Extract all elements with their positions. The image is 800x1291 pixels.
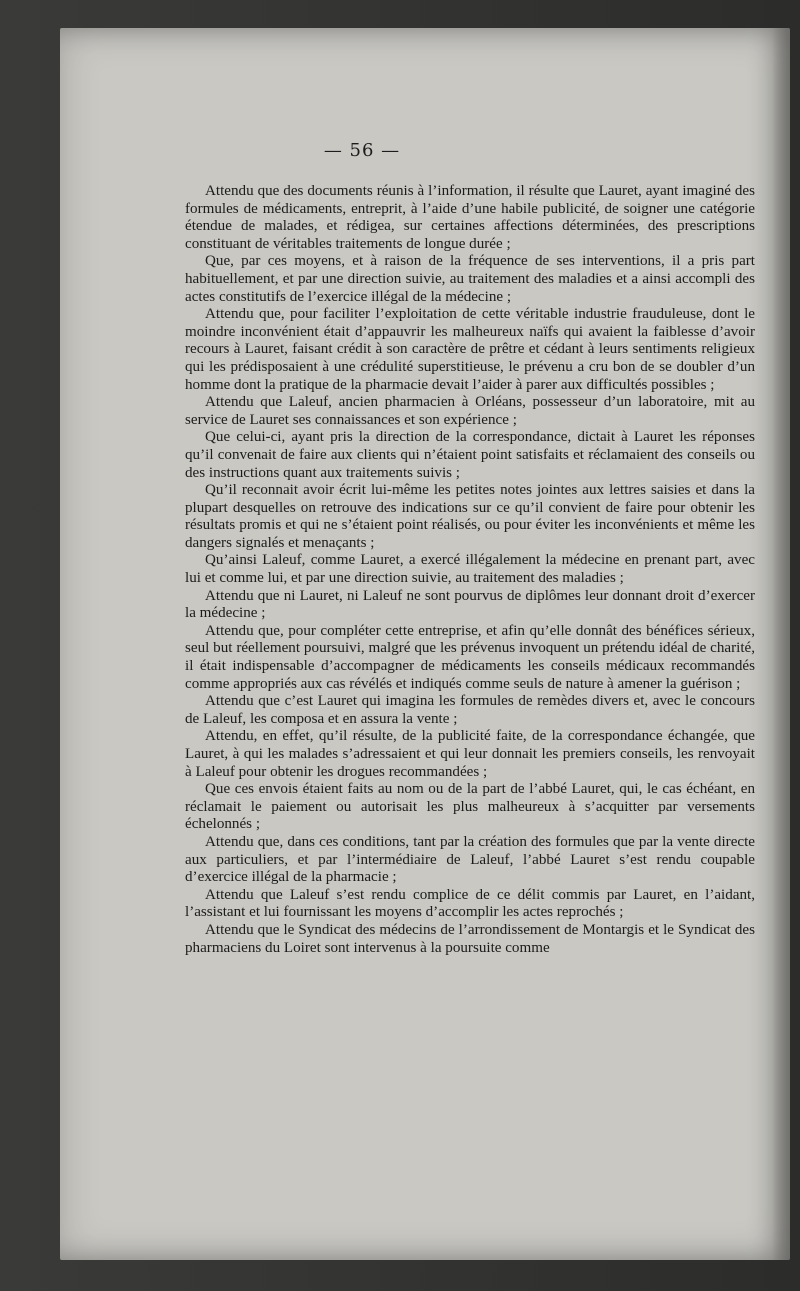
paragraph: Que, par ces moyens, et à raison de la fréquence de ses interventions, il a pris part habituellement, et par une direction suivie, au traitement des maladies et a ainsi accompli des actes constitutifs de l’exercice illégal de la médecine ; xyxy=(185,253,755,305)
paragraph: Attendu que, pour faciliter l’exploitation de cette véritable industrie frauduleuse, dont le moindre inconvénient était d’appauvrir les malheureux naïfs qui avaient la faiblesse d’avoir recours à Lauret, faisant crédit à son caractère de prêtre et cédant à leurs sentiments religieux qui les prédisposaient à une crédulité superstitieuse, le prévenu a cru bon de se doubler d’un homme dont la pratique de la pharmacie devait l’aider à parer aux difficultés possibles ; xyxy=(185,306,755,393)
paragraph: Qu’ainsi Laleuf, comme Lauret, a exercé illégalement la médecine en prenant part, avec lui et comme lui, et par une direction suivie, au traitement des maladies ; xyxy=(185,552,755,587)
page-edge-shadow xyxy=(772,28,790,1260)
paragraph: Attendu que Laleuf, ancien pharmacien à Orléans, possesseur d’un laboratoire, mit au service de Lauret ses connaissances et son expérience ; xyxy=(185,394,755,428)
page-number: — 56 — xyxy=(323,140,401,161)
body-text xyxy=(185,183,755,957)
paragraph: Qu’il reconnait avoir écrit lui-même les petites notes jointes aux lettres saisies et dans la plupart desquelles on retrouve des indications sur ce qu’il convient de faire pour obtenir les résultats promis et qui ne s’étaient point réalisés, ou pour éviter les inconvénients et même les dangers signalés et menaçants ; xyxy=(185,482,755,551)
paragraph: Attendu que c’est Lauret qui imagina les formules de remèdes divers et, avec le concours de Laleuf, les composa et en assura la vente ; xyxy=(185,693,755,727)
paragraph: Que ces envois étaient faits au nom ou de la part de l’abbé Lauret, qui, le cas échéant, en réclamait le paiement ou autorisait les plus malheureux à s’acquitter par versements échelonnés ; xyxy=(185,781,755,833)
paragraph: Attendu que Laleuf s’est rendu complice de ce délit commis par Lauret, en l’aidant, l’assistant et lui fournissant les moyens d’accomplir les actes reprochés ; xyxy=(185,886,755,921)
paragraph: Attendu que le Syndicat des médecins de l’arrondissement de Montargis et le Syndicat des pharmaciens du Loiret sont intervenus à la poursuite comme xyxy=(185,921,755,956)
paragraph: Que celui-ci, ayant pris la direction de la correspondance, dictait à Lauret les réponses qu’il convenait de faire aux clients qui n’étaient point satisfaits et réclamaient des conseils ou des instructions quant aux traitements suivis ; xyxy=(185,429,755,481)
paragraph: Attendu que, pour compléter cette entreprise, et afin qu’elle donnât des bénéfices sérieux, seul but réellement poursuivi, malgré que les prévenus invoquent un prétendu idéal de charité, il était indispensable d’accompagner de médicaments les conseils médicaux recommandés comme appropriés aux cas révélés et indiqués comme seuls de nature à amener la guérison ; xyxy=(185,622,755,692)
paragraph: Attendu que, dans ces conditions, tant par la création des formules que par la vente directe aux particuliers, et par l’intermédiaire de Laleuf, l’abbé Lauret s’est rendu coupable d’exercice illégal de la pharmacie ; xyxy=(185,833,755,886)
paragraph: Attendu, en effet, qu’il résulte, de la publicité faite, de la correspondance échangée, que Lauret, à qui les malades s’adressaient et qui leur donnait les premiers conseils, les renvoyait à Laleuf pour obtenir les drogues recommandées ; xyxy=(185,728,755,780)
paragraph: Attendu que des documents réunis à l’information, il résulte que Lauret, ayant imaginé des formules de médicaments, entreprit, à l’aide d’une habile publicité, de soigner une catégorie étendue de malades, et rédigea, sur certaines affections déterminées, des prescriptions constituant de véritables traitements de longue durée ; xyxy=(185,183,755,252)
paragraph: Attendu que ni Lauret, ni Laleuf ne sont pourvus de diplômes leur donnant droit d’exercer la médecine ; xyxy=(185,587,755,622)
